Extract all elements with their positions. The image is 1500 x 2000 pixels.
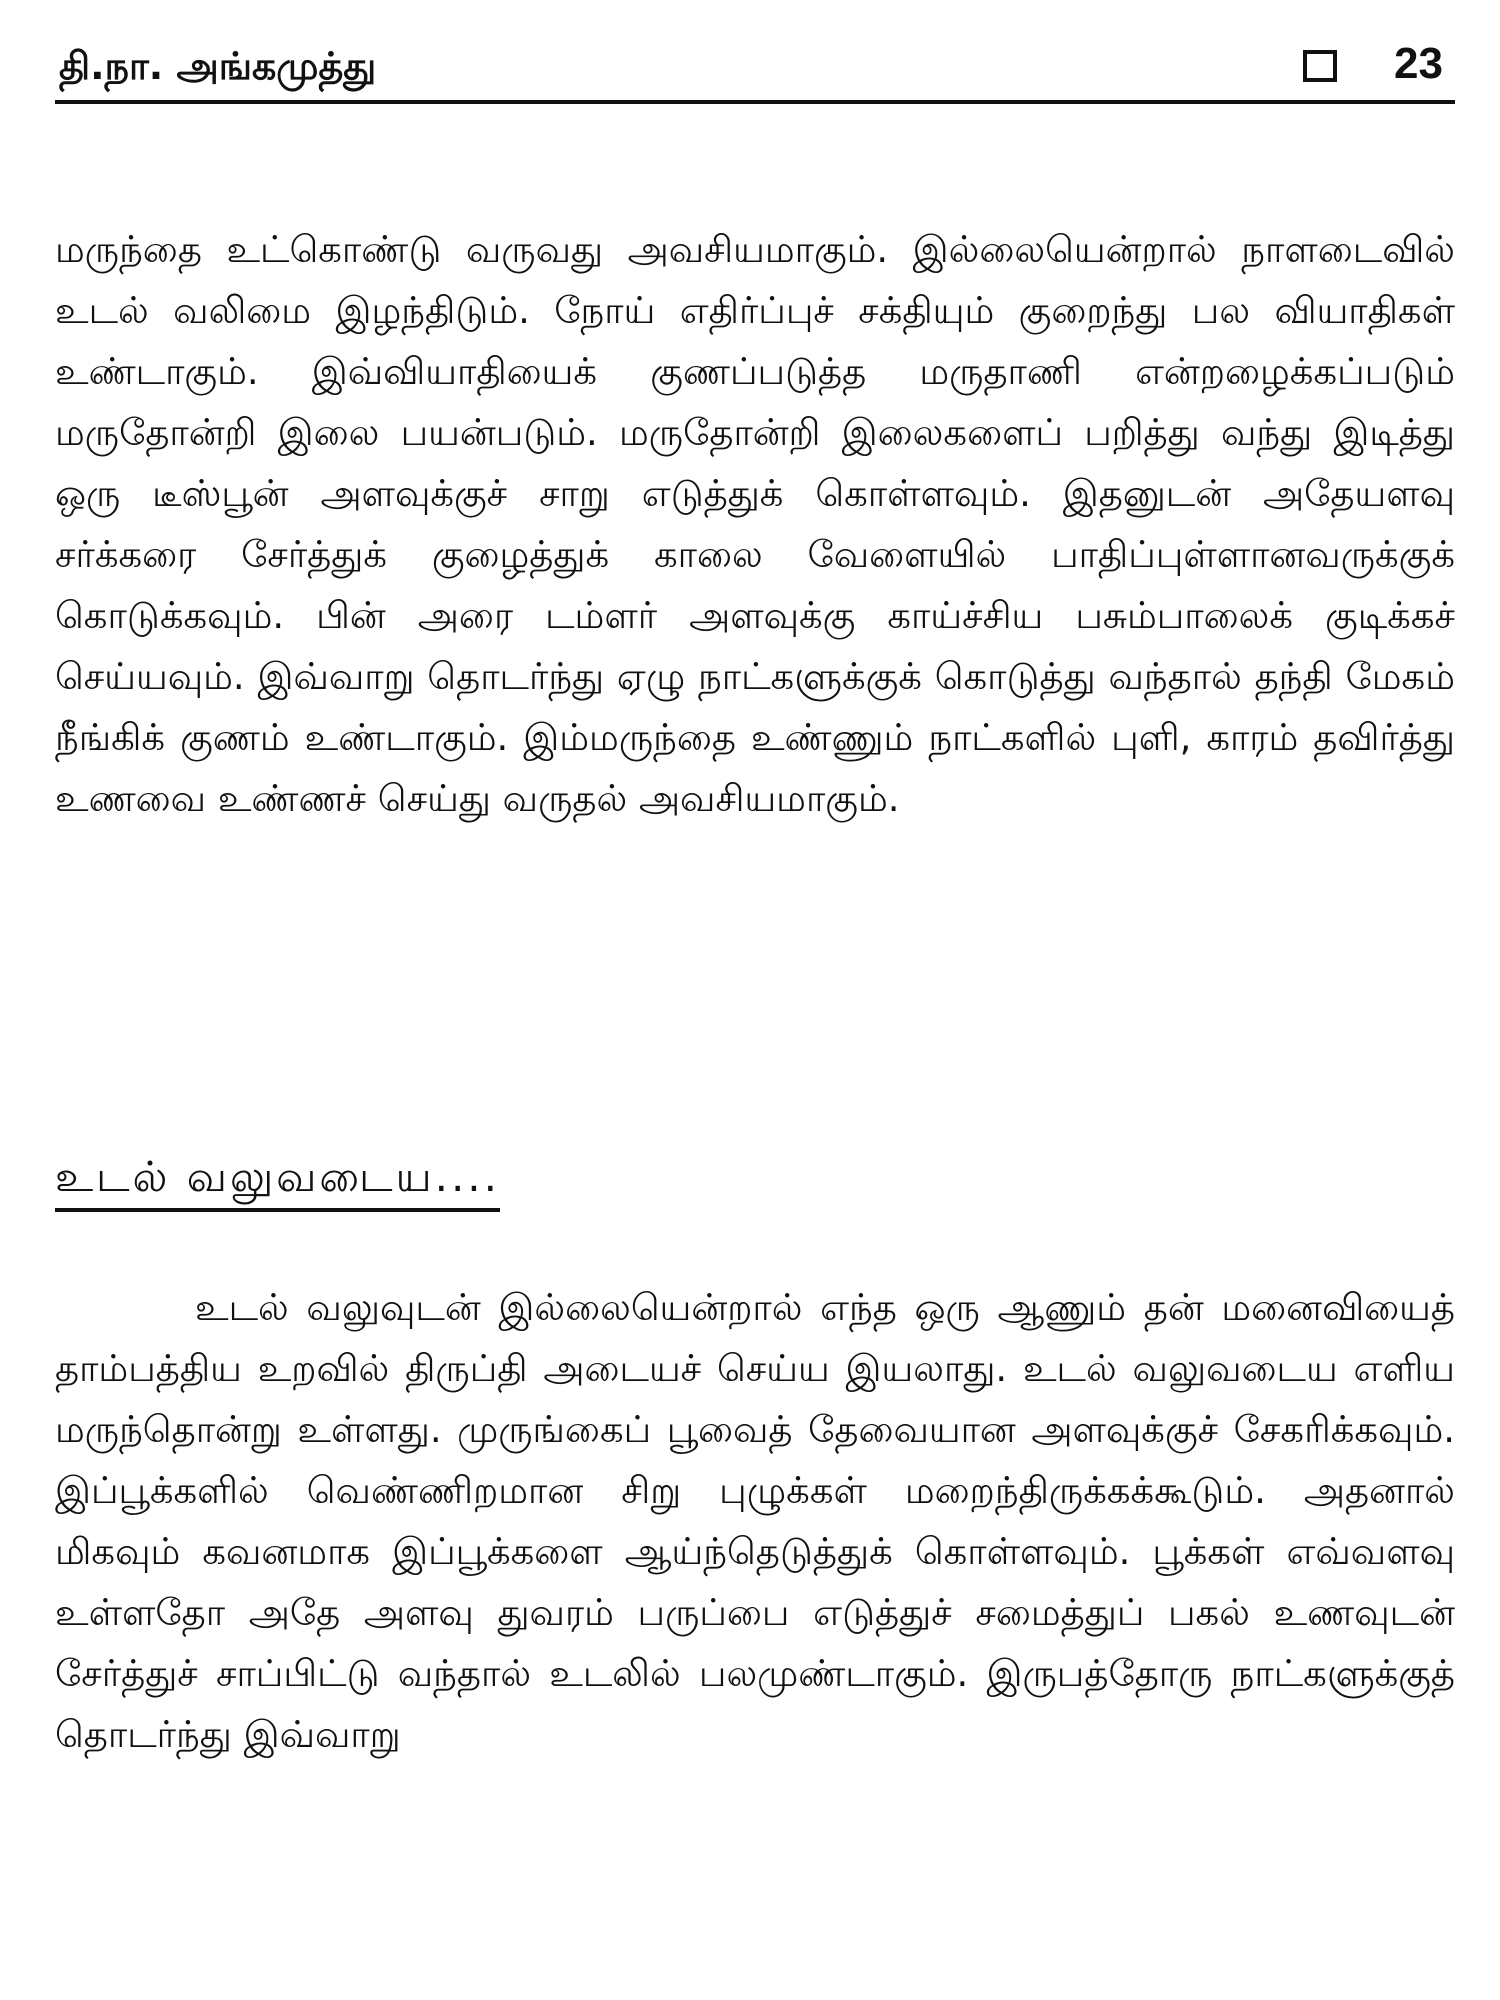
author-name: தி.நா. அங்கமுத்து bbox=[59, 44, 377, 88]
page-number: 23 bbox=[1394, 39, 1443, 88]
section-heading: உடல் வலுவடைய.... bbox=[55, 1148, 500, 1212]
square-outline-icon bbox=[1303, 50, 1337, 82]
paragraph-strength-remedy: உடல் வலுவுடன் இல்லையென்றால் எந்த ஒரு ஆணும் தன் மனைவியைத் தாம்பத்திய உறவில் திருப்தி அடையச் செய்ய இயலாது. உடல் வலுவடைய எளிய மருந்தொன்று உள்ளது. முருங்கைப் பூவைத் தேவையான அளவுக்குச் சேகரிக்கவும். இப்பூக்களில் வெண்ணிறமான சிறு புழுக்கள் மறைந்திருக்கக்கூடும். அதனால் மிகவும் கவனமாக இப்பூக்களை ஆய்ந்தெடுத்துக் கொள்ளவும். பூக்கள் எவ்வளவு உள்ளதோ அதே அளவு துவரம் பருப்பை எடுத்துச் சமைத்துப் பகல் உணவுடன் சேர்த்துச் சாப்பிட்டு வந்தால் உடலில் பலமுண்டாகும். இருபத்தோரு நாட்களுக்குத் தொடர்ந்து இவ்வாறு bbox=[55, 1286, 1455, 1756]
paragraph-medicine-instructions: மருந்தை உட்கொண்டு வருவது அவசியமாகும். இல்லையென்றால் நாளடைவில் உடல் வலிமை இழந்திடும். நோய் எதிர்ப்புச் சக்தியும் குறைந்து பல வியாதிகள் உண்டாகும். இவ்வியாதியைக் குணப்படுத்த மருதாணி என்றழைக்கப்படும் மருதோன்றி இலை பயன்படும். மருதோன்றி இலைகளைப் பறித்து வந்து இடித்து ஒரு டீஸ்பூன் அளவுக்குச் சாறு எடுத்துக் கொள்ளவும். இதனுடன் அதேயளவு சர்க்கரை சேர்த்துக் குழைத்துக் காலை வேளையில் பாதிப்புள்ளானவருக்குக் கொடுக்கவும். பின் அரை டம்ளர் அளவுக்கு காய்ச்சிய பசும்பாலைக் குடிக்கச் செய்யவும். இவ்வாறு தொடர்ந்து ஏழு நாட்களுக்குக் கொடுத்து வந்தால் தந்தி மேகம் நீங்கிக் குணம் உண்டாகும். இம்மருந்தை உண்ணும் நாட்களில் புளி, காரம் தவிர்த்து உணவை உண்ணச் செய்து வருதல் அவசியமாகும். bbox=[55, 228, 1455, 820]
page-header bbox=[55, 30, 1455, 104]
